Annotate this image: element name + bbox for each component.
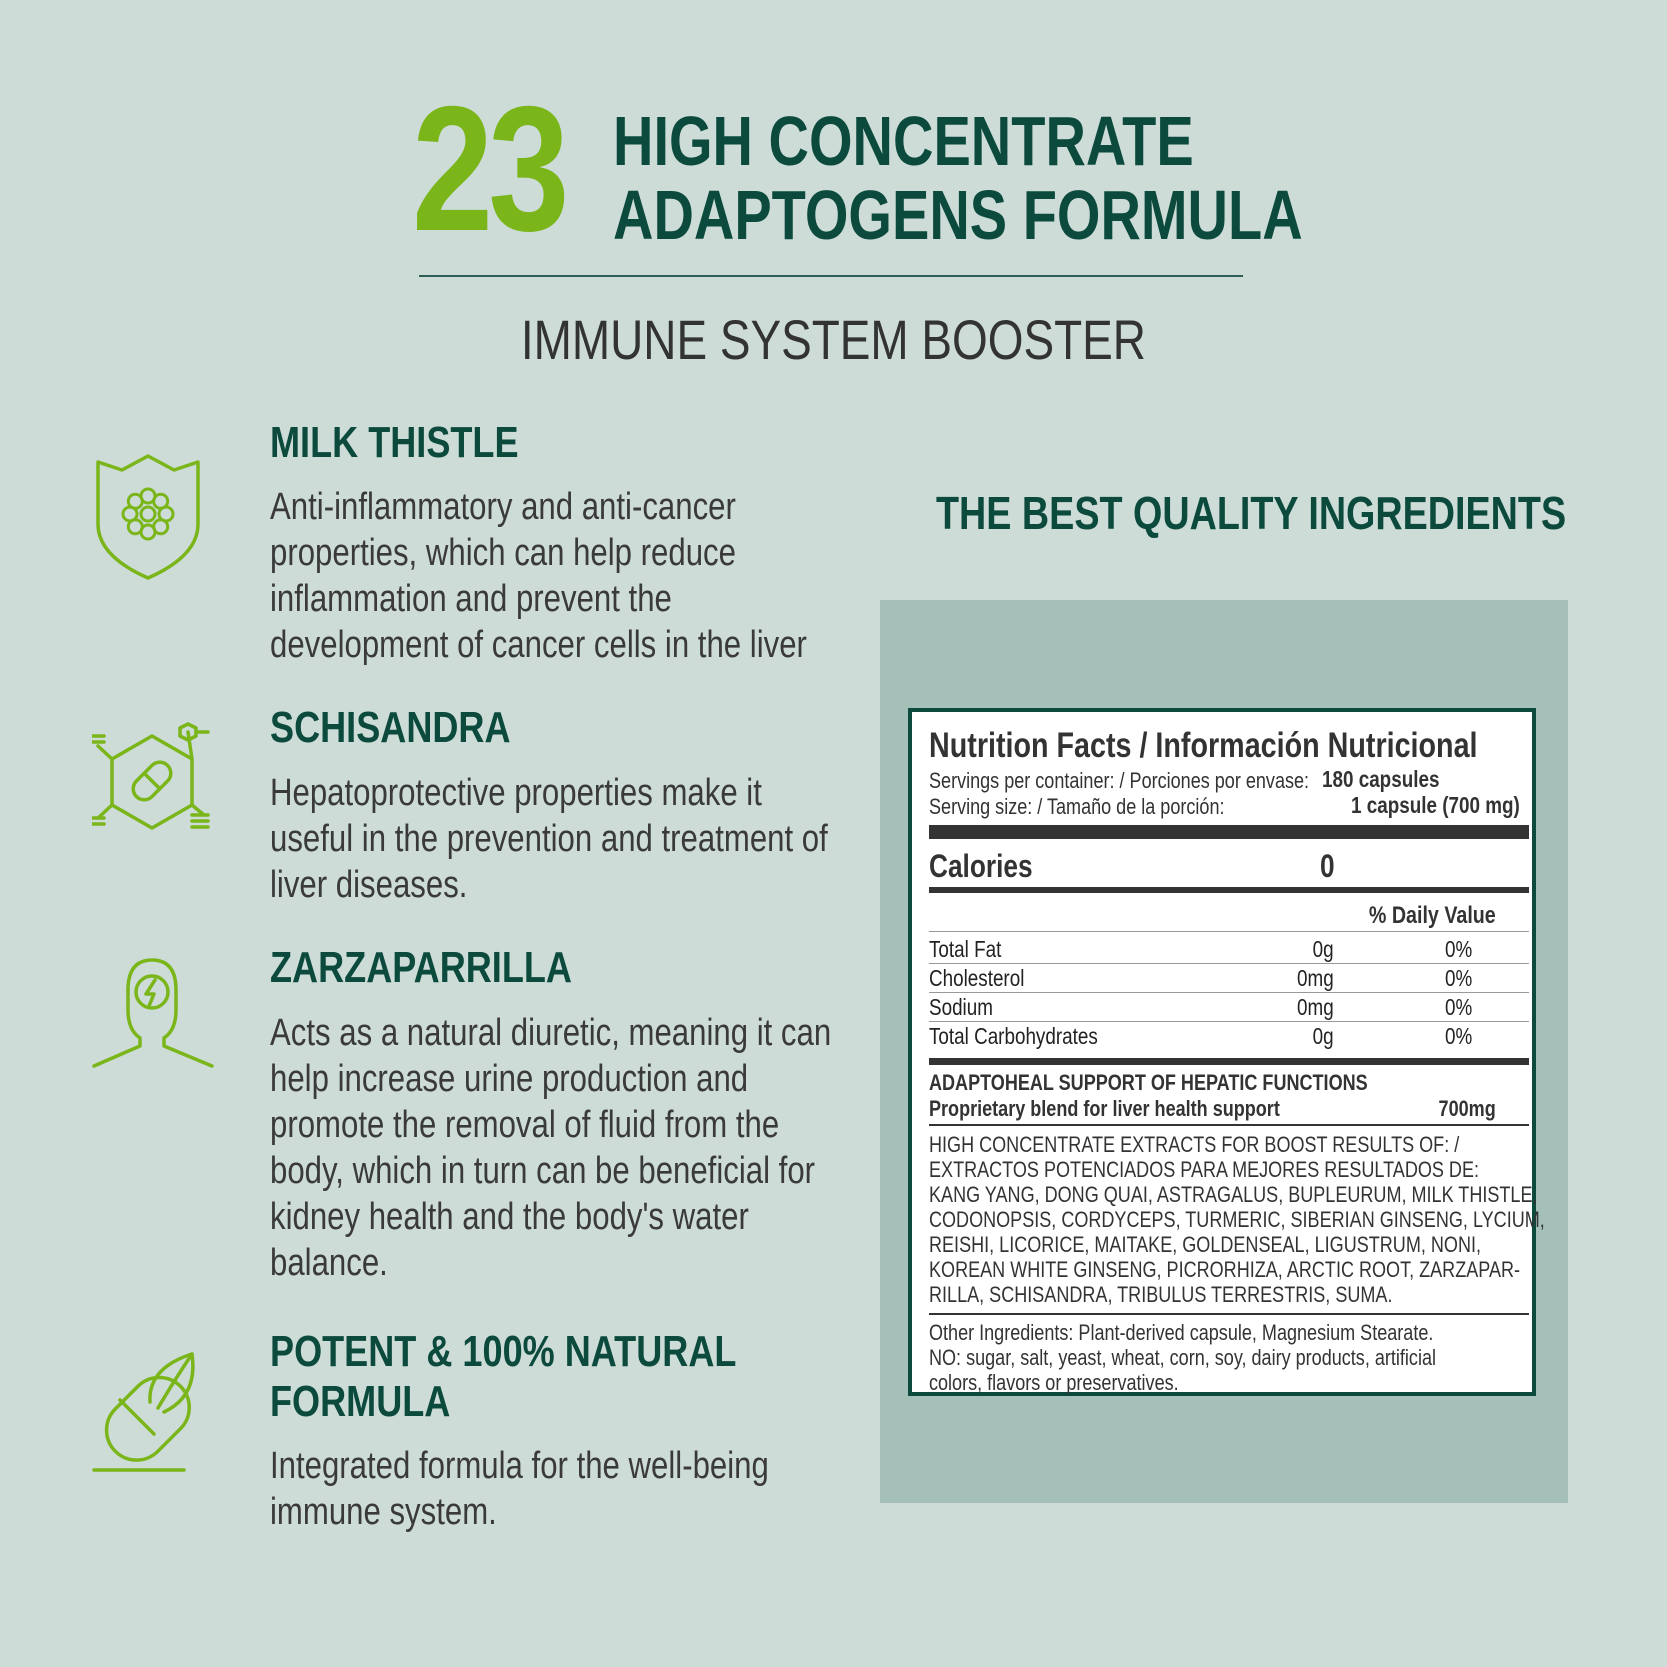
- nutrient-amount: 0mg: [1297, 965, 1334, 991]
- medium-divider: [929, 887, 1529, 893]
- nutrient-name: Sodium: [929, 994, 993, 1020]
- feature-title-milk-thistle: MILK THISTLE: [270, 418, 519, 467]
- feature-desc-zarzaparrilla: [270, 1010, 844, 1286]
- extracts-line: HIGH CONCENTRATE EXTRACTS FOR BOOST RESULTS OF: /: [929, 1132, 1460, 1157]
- daily-value-header: % Daily Value: [1369, 902, 1496, 929]
- thick-divider: [929, 825, 1529, 839]
- extracts-line: EXTRACTOS POTENCIADOS PARA MEJORES RESULTADOS DE:: [929, 1157, 1480, 1182]
- extracts-list: [929, 1132, 1667, 1307]
- capsule-leaf-icon: [92, 1350, 202, 1474]
- extracts-line: RILLA, SCHISANDRA, TRIBULUS TERRESTRIS, SUMA.: [929, 1282, 1393, 1307]
- feature-title-line: POTENT & 100% NATURAL: [270, 1327, 737, 1376]
- quality-heading: THE BEST QUALITY INGREDIENTS: [936, 487, 1567, 539]
- nutrient-dv: 0%: [1444, 994, 1472, 1020]
- nutrient-amount: 0g: [1313, 1023, 1334, 1049]
- desc-line: Anti-inflammatory and anti-cancer: [270, 486, 736, 528]
- nutrition-facts-label: [908, 708, 1545, 1396]
- nutrient-dv: 0%: [1444, 1023, 1472, 1049]
- serving-size-value: 1 capsule (700 mg): [1351, 792, 1520, 818]
- hero-subtitle: IMMUNE SYSTEM BOOSTER: [520, 308, 1146, 371]
- nutrient-amount: 0g: [1313, 936, 1334, 962]
- nutrient-dv: 0%: [1444, 965, 1472, 991]
- nutrient-name: Cholesterol: [929, 965, 1025, 991]
- desc-line: useful in the prevention and treatment of: [270, 818, 828, 860]
- blend-label: Proprietary blend for liver health support: [929, 1096, 1280, 1121]
- desc-line: Acts as a natural diuretic, meaning it can: [270, 1012, 832, 1054]
- calories-value: 0: [1320, 848, 1335, 884]
- desc-line: inflammation and prevent the: [270, 578, 672, 620]
- desc-line: properties, which can help reduce: [270, 532, 736, 574]
- blend-amount: 700mg: [1438, 1096, 1496, 1121]
- feature-desc-potent-natural: [270, 1443, 844, 1535]
- shield-flower-icon: [92, 452, 204, 582]
- serving-size-label: Serving size: / Tamaño de la porción:: [929, 794, 1225, 819]
- row-divider: [929, 931, 1529, 932]
- feature-title-line: FORMULA: [270, 1377, 451, 1426]
- blend-title: ADAPTOHEAL SUPPORT OF HEPATIC FUNCTIONS: [929, 1070, 1368, 1095]
- desc-line: kidney health and the body's water: [270, 1196, 749, 1238]
- hero-divider: [419, 275, 1243, 277]
- desc-line: liver diseases.: [270, 864, 468, 906]
- desc-line: promote the removal of fluid from the: [270, 1104, 780, 1146]
- other-ingredients: [929, 1320, 1547, 1395]
- medium-divider: [929, 1058, 1529, 1065]
- desc-line: Integrated formula for the well-being: [270, 1445, 769, 1487]
- desc-line: development of cancer cells in the liver: [270, 624, 807, 666]
- other-line: NO: sugar, salt, yeast, wheat, corn, soy, dairy products, artificial: [929, 1345, 1437, 1370]
- hero-title-line-1: HIGH CONCENTRATE: [613, 102, 1194, 180]
- feature-title-potent-natural: [270, 1327, 736, 1427]
- feature-title-schisandra: SCHISANDRA: [270, 703, 511, 752]
- thin-divider: [929, 1313, 1529, 1315]
- nutrient-name: Total Fat: [929, 936, 1002, 962]
- nutrient-name: Total Carbohydrates: [929, 1023, 1098, 1049]
- hero-number: 23: [412, 69, 565, 268]
- nutrient-amount: 0mg: [1297, 994, 1334, 1020]
- extracts-line: KOREAN WHITE GINSENG, PICRORHIZA, ARCTIC ROOT, ZARZAPAR-: [929, 1257, 1521, 1282]
- capsule-molecule-icon: [92, 722, 212, 850]
- nutrition-title: Nutrition Facts / Información Nutricional: [929, 726, 1478, 765]
- desc-line: immune system.: [270, 1491, 497, 1533]
- servings-value: 180 capsules: [1322, 766, 1440, 792]
- row-divider: [929, 963, 1529, 964]
- desc-line: body, which in turn can be beneficial for: [270, 1150, 816, 1192]
- other-line: Other Ingredients: Plant-derived capsule, Magnesium Stearate.: [929, 1320, 1434, 1345]
- feature-title-zarzaparrilla: ZARZAPARRILLA: [270, 943, 572, 992]
- hero-title-line-2: ADAPTOGENS FORMULA: [613, 176, 1303, 254]
- extracts-line: KANG YANG, DONG QUAI, ASTRAGALUS, BUPLEURUM, MILK THISTLE,: [929, 1182, 1538, 1207]
- thin-divider: [929, 1124, 1529, 1126]
- feature-desc-milk-thistle: [270, 484, 844, 668]
- servings-label: Servings per container: / Porciones por envase:: [929, 768, 1310, 793]
- desc-line: Hepatoprotective properties make it: [270, 772, 762, 814]
- feature-desc-schisandra: [270, 770, 844, 908]
- desc-line: help increase urine production and: [270, 1058, 749, 1100]
- desc-line: balance.: [270, 1242, 388, 1284]
- other-line: colors, flavors or preservatives.: [929, 1370, 1179, 1395]
- row-divider: [929, 1021, 1529, 1022]
- extracts-line: REISHI, LICORICE, MAITAKE, GOLDENSEAL, LIGUSTRUM, NONI,: [929, 1232, 1482, 1257]
- nutrient-dv: 0%: [1444, 936, 1472, 962]
- extracts-line: CODONOPSIS, CORDYCEPS, TURMERIC, SIBERIAN GINSENG, LYCIUM,: [929, 1207, 1545, 1232]
- head-lightning-icon: [92, 958, 214, 1072]
- row-divider: [929, 992, 1529, 993]
- calories-label: Calories: [929, 848, 1033, 884]
- hero-title: [613, 104, 1303, 252]
